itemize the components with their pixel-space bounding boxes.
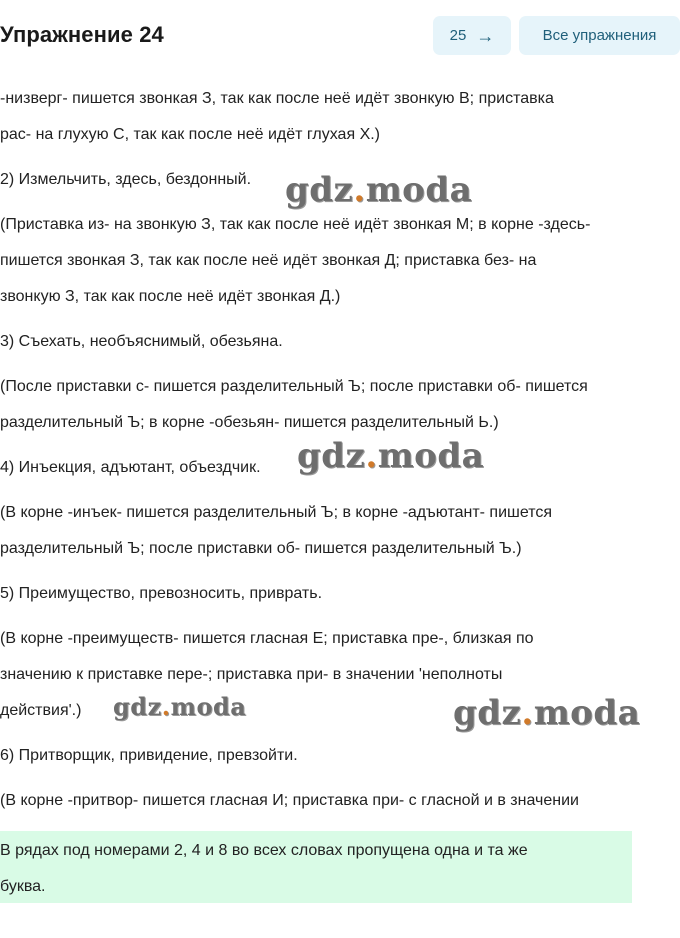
next-exercise-button[interactable] — [433, 16, 511, 55]
watermark: gdz.moda — [297, 436, 485, 476]
text-line: разделительный Ъ; в корне -обезьян- пишется разделительный Ь.) — [0, 414, 499, 431]
text-line: пишется звонкая З, так как после неё идёт звонкая Д; приставка без- на — [0, 252, 537, 269]
page-title: Упражнение 24 — [0, 22, 164, 47]
text-line: (Приставка из- на звонкую З, так как после неё идёт звонкая М; в корне -здесь- — [0, 216, 591, 233]
watermark: gdz.moda — [453, 693, 641, 733]
text-line: значению к приставке пере-; приставка при- в значении 'неполноты — [0, 666, 503, 683]
text-line: рас- на глухую С, так как после неё идёт глухая Х.) — [0, 126, 381, 143]
text-line: (В корне -притвор- пишется гласная И; приставка при- с гласной и в значении — [0, 792, 579, 809]
text-line: (В корне -инъек- пишется разделительный Ъ; в корне -адъютант- пишется — [0, 504, 553, 521]
next-exercise-label: 25 — [449, 27, 467, 44]
all-exercises-button[interactable]: Все упражнения — [519, 16, 680, 55]
text-line: разделительный Ъ; после приставки об- пишется разделительный Ъ.) — [0, 540, 522, 557]
answer-text-line: В рядах под номерами 2, 4 и 8 во всех словах пропущена одна и та же — [0, 842, 528, 859]
text-line: 6) Притворщик, привидение, превзойти. — [0, 747, 298, 764]
page-header — [0, 0, 680, 72]
text-line: 3) Съехать, необъяснимый, обезьяна. — [0, 333, 283, 350]
text-line: 2) Измельчить, здесь, бездонный. — [0, 171, 252, 188]
text-line: 4) Инъекция, адъютант, объездчик. — [0, 459, 261, 476]
text-line: (В корне -преимуществ- пишется гласная Е; приставка пре-, близкая по — [0, 630, 534, 647]
answer-text-line: буква. — [0, 878, 46, 895]
text-line: звонкую З, так как после неё идёт звонкая Д.) — [0, 288, 341, 305]
text-line: 5) Преимущество, превозносить, приврать. — [0, 585, 323, 602]
answer-highlight — [0, 831, 632, 903]
watermark: gdz.moda — [285, 170, 473, 210]
text-line: -низверг- пишется звонкая З, так как после неё идёт звонкую В; приставка — [0, 90, 554, 107]
text-line: (После приставки с- пишется разделительный Ъ; после приставки об- пишется — [0, 378, 588, 395]
arrow-right-icon: → — [476, 25, 495, 46]
text-line: действия'.) — [0, 702, 82, 719]
watermark: gdz.moda — [113, 692, 247, 721]
